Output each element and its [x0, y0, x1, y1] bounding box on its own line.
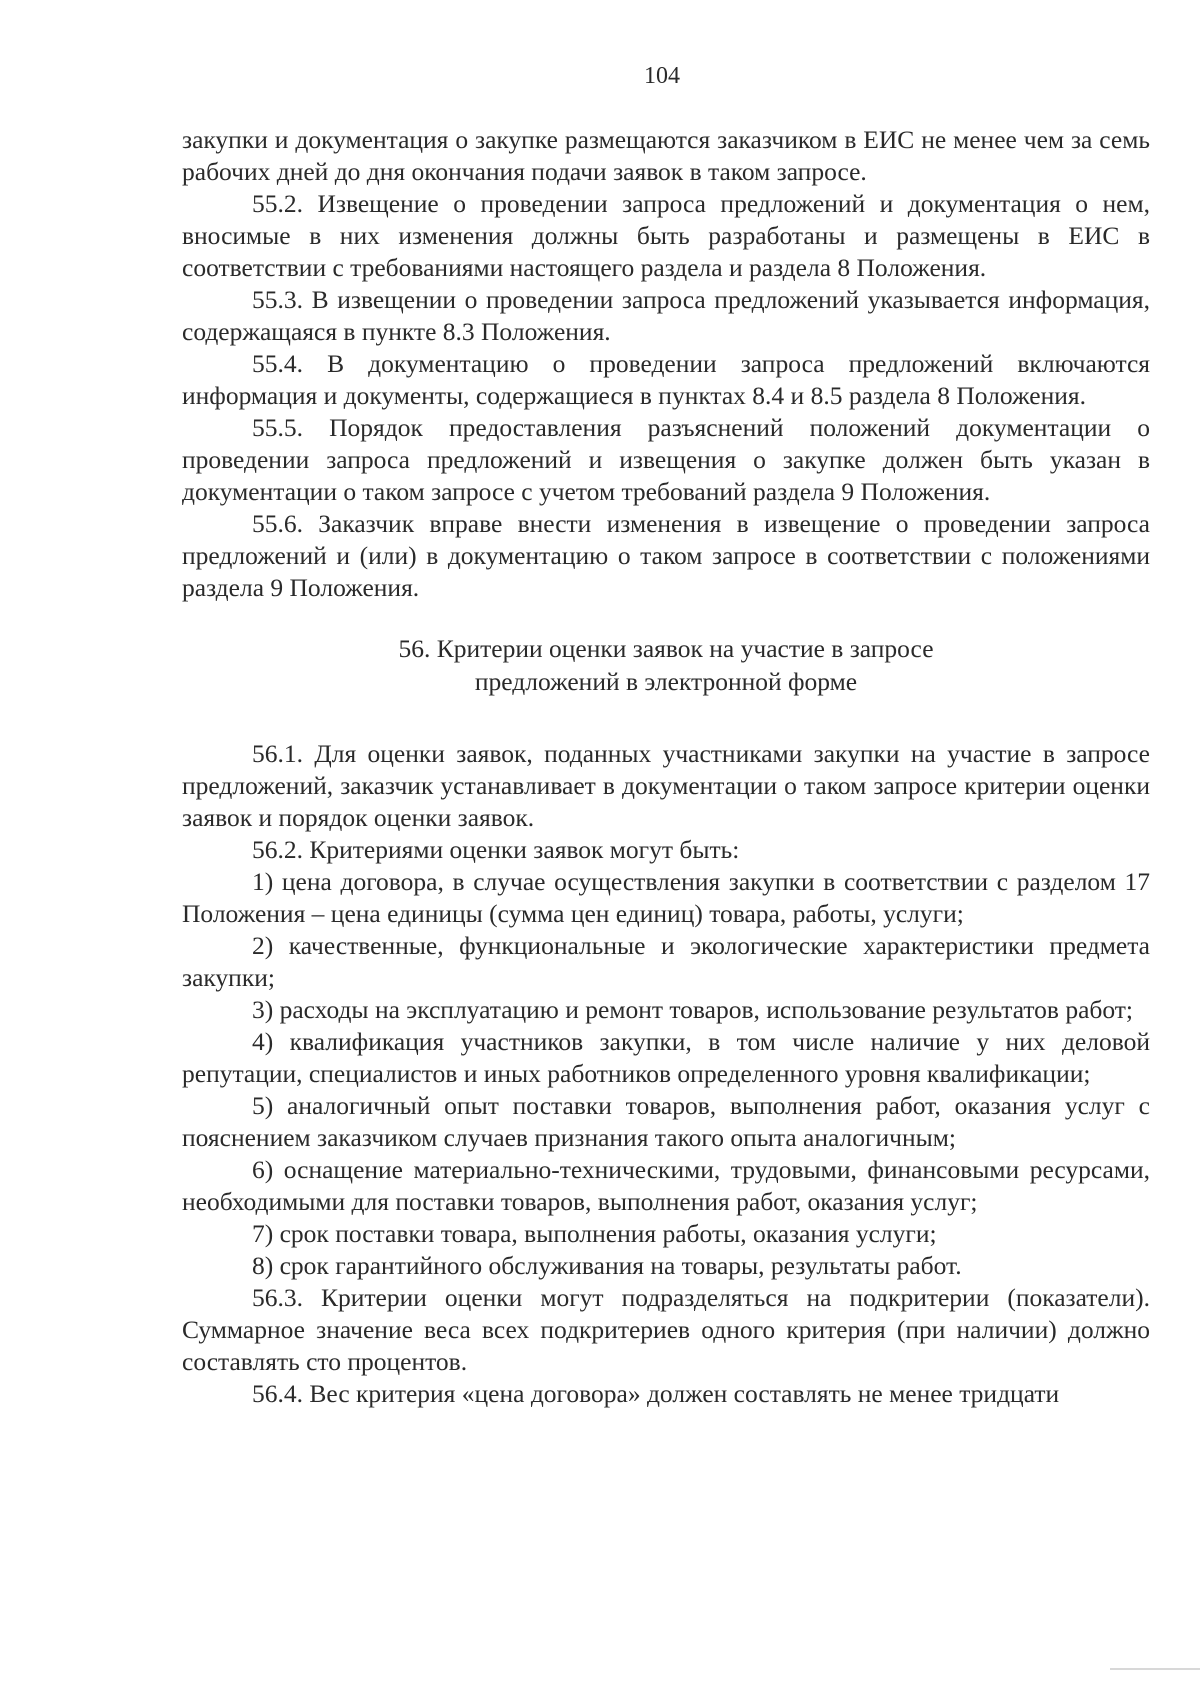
- document-body: [182, 124, 1150, 1410]
- list-item-3: 3) расходы на эксплуатацию и ремонт товаров, использование результатов работ;: [252, 995, 1134, 1024]
- list-item-5: 5) аналогичный опыт поставки товаров, выполнения работ, оказания услуг с пояснением заказчиком случаев признания такого опыта аналогичным;: [182, 1091, 1150, 1152]
- paragraph-55-5: 55.5. Порядок предоставления разъяснений положений документации о проведении запроса предложений и извещения о закупке должен быть указан в документации о таком запросе с учетом требований раздела 9 Положения.: [182, 413, 1150, 506]
- section-heading-line-2: предложений в электронной форме: [474, 667, 858, 696]
- list-item-8: 8) срок гарантийного обслуживания на товары, результаты работ.: [252, 1251, 962, 1280]
- list-item-7: 7) срок поставки товара, выполнения работы, оказания услуги;: [252, 1219, 937, 1248]
- paragraph-55-4: 55.4. В документацию о проведении запроса предложений включаются информация и документы, содержащиеся в пунктах 8.4 и 8.5 раздела 8 Положения.: [182, 349, 1150, 410]
- page-number: [0, 62, 1200, 90]
- paragraph-55-3: 55.3. В извещении о проведении запроса предложений указывается информация, содержащаяся в пункте 8.3 Положения.: [182, 285, 1150, 346]
- paragraph-55-6: 55.6. Заказчик вправе внести изменения в извещение о проведении запроса предложений и (или) в документацию о таком запросе в соответствии с положениями раздела 9 Положения.: [182, 509, 1150, 602]
- paragraph-56-4: 56.4. Вес критерия «цена договора» должен составлять не менее тридцати: [252, 1379, 1060, 1408]
- paragraph-56-1: 56.1. Для оценки заявок, поданных участниками закупки на участие в запросе предложений, заказчик устанавливает в документации о таком запросе критерии оценки заявок и порядок оценки заявок.: [182, 739, 1150, 832]
- section-heading: [182, 632, 1150, 698]
- page-number-text: 104: [644, 63, 680, 89]
- section-heading-line-1: 56. Критерии оценки заявок на участие в запросе: [398, 634, 934, 663]
- list-item-2: 2) качественные, функциональные и экологические характеристики предмета закупки;: [182, 931, 1150, 992]
- scan-artifact: [1110, 1668, 1200, 1670]
- paragraph-56-3: 56.3. Критерии оценки могут подразделяться на подкритерии (показатели). Суммарное значение веса всех подкритериев одного критерия (при наличии) должно составлять сто процентов.: [182, 1283, 1150, 1376]
- list-item-4: 4) квалификация участников закупки, в том числе наличие у них деловой репутации, специалистов и иных работников определенного уровня квалификации;: [182, 1027, 1150, 1088]
- paragraph-55-2: 55.2. Извещение о проведении запроса предложений и документация о нем, вносимые в них изменения должны быть разработаны и размещены в ЕИС в соответствии с требованиями настоящего раздела и раздела 8 Положения.: [182, 189, 1150, 282]
- paragraph-56-2: 56.2. Критериями оценки заявок могут быть:: [252, 835, 740, 864]
- list-item-6: 6) оснащение материально-техническими, трудовыми, финансовыми ресурсами, необходимыми для поставки товаров, выполнения работ, оказания услуг;: [182, 1155, 1150, 1216]
- list-item-1: 1) цена договора, в случае осуществления закупки в соответствии с разделом 17 Положения – цена единицы (сумма цен единиц) товара, работы, услуги;: [182, 867, 1150, 928]
- paragraph: закупки и документация о закупке размещаются заказчиком в ЕИС не менее чем за семь рабочих дней до дня окончания подачи заявок в таком запросе.: [182, 125, 1150, 186]
